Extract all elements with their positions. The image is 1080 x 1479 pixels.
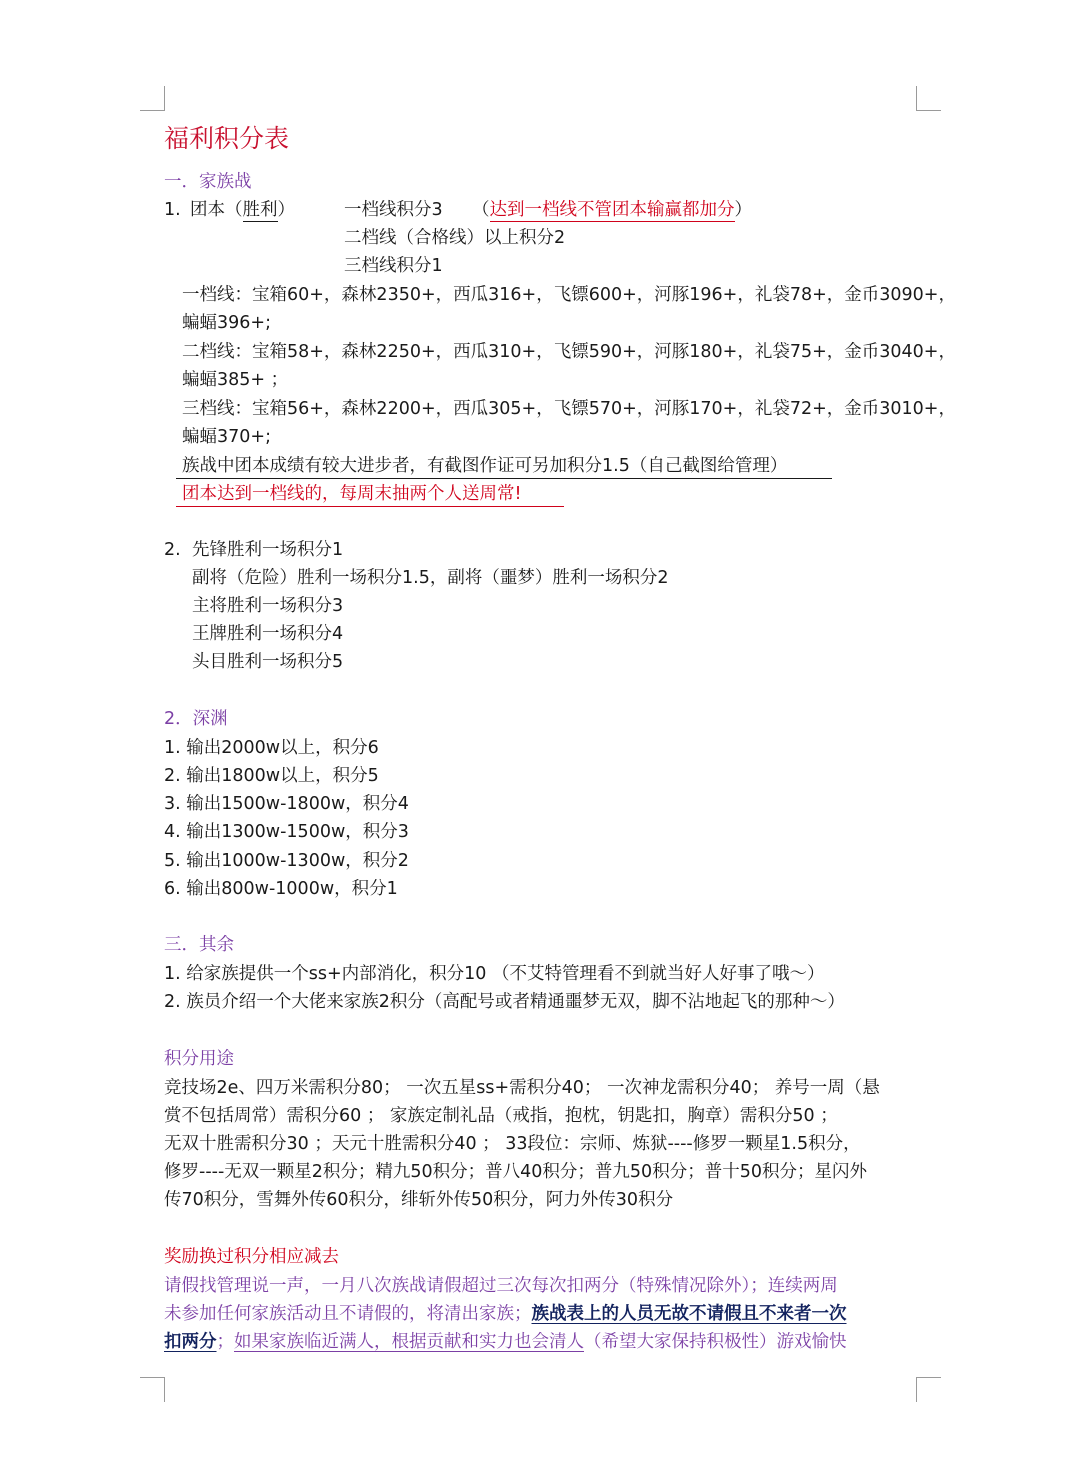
tier2-requirements: 二档线：宝箱58+，森林2250+，西瓜310+，飞镖590+，河豚180+，礼袋75+，金币3040+， [182,342,956,362]
page-corner-mark [916,1377,941,1402]
others-item: 1. 给家族提供一个ss+内部消化，积分10 （不艾特管理看不到就当好人好事了哦～） [164,964,825,984]
tier2-requirements-cont: 蝙蝠385+ ； [182,370,289,390]
tier2-points: 二档线（合格线）以上积分2 [344,228,566,248]
item-number: 2. [164,540,181,560]
tier3-requirements: 三档线：宝箱56+，森林2200+，西瓜305+，飞镖570+，河豚170+，礼袋72+，金币3010+， [182,399,956,419]
page-corner-mark [140,1377,165,1402]
page-corner-mark [916,86,941,111]
usage-line: 修罗----无双一颗星2积分；精九50积分；普八40积分；普九50积分；普十50积分；星闪外 [164,1162,867,1182]
abyss-item: 2. 输出1800w以上，积分5 [164,766,379,786]
underline-rule [176,506,564,507]
deduction-rule-line: 未参加任何家族活动且不请假的，将清出家族；族战表上的人员无故不请假且不来者一次 [164,1304,847,1324]
vanguard-points: 先锋胜利一场积分1 [192,540,344,560]
others-item: 2. 族员介绍一个大佬来家族2积分（高配号或者精通噩梦无双，脚不沾地起飞的那种～） [164,992,845,1012]
usage-line: 无双十胜需积分30 ；天元十胜需积分40 ； 33段位：宗师、炼狱----修罗一颗星1.5积分， [164,1134,861,1154]
tier3-requirements-cont: 蝙蝠370+; [182,427,271,447]
lieutenant-points: 副将（危险）胜利一场积分1.5，副将（噩梦）胜利一场积分2 [192,568,669,588]
abyss-item: 3. 输出1500w-1800w，积分4 [164,794,409,814]
tier1-requirements: 一档线：宝箱60+，森林2350+，西瓜316+，飞镖600+，河豚196+，礼袋78+，金币3090+， [182,285,956,305]
usage-line: 赏不包括周常）需积分60 ； 家族定制礼品（戒指，抱枕，钥匙扣，胸章）需积分50 ； [164,1106,838,1126]
item-number: 1. [164,200,181,220]
section-heading-usage: 积分用途 [164,1049,234,1069]
page-title: 福利积分表 [164,124,290,153]
abyss-item: 5. 输出1000w-1300w，积分2 [164,851,409,871]
raid-label: 团本（胜利） [190,200,295,220]
deduction-rule-line: 扣两分；如果家族临近满人，根据贡献和实力也会清人（希望大家保持积极性）游戏愉快 [164,1332,847,1352]
section-heading-deduction: 奖励换过积分相应减去 [164,1247,339,1267]
tier1-note: （达到一档线不管团本输赢都加分） [472,200,752,220]
usage-line: 竞技场2e、四万米需积分80； 一次五星ss+需积分40； 一次神龙需积分40； 养号一周（悬 [164,1078,880,1098]
underline-rule [176,478,832,479]
section-heading-others: 三．其余 [164,935,234,955]
section-heading-abyss: 2．深渊 [164,709,228,729]
abyss-item: 4. 输出1300w-1500w，积分3 [164,822,409,842]
progress-bonus-note: 族战中团本成绩有较大进步者，有截图作证可另加积分1.5（自己截图给管理） [182,456,788,476]
abyss-item: 1. 输出2000w以上，积分6 [164,738,379,758]
boss-points: 头目胜利一场积分5 [192,652,344,672]
tier3-points: 三档线积分1 [344,256,443,276]
ace-points: 王牌胜利一场积分4 [192,624,344,644]
section-heading-family-war: 一．家族战 [164,172,252,192]
abyss-item: 6. 输出800w-1000w，积分1 [164,879,398,899]
tier1-points: 一档线积分3 [344,200,443,220]
deduction-rule-line: 请假找管理说一声，一月八次族战请假超过三次每次扣两分（特殊情况除外）；连续两周 [164,1276,838,1296]
page-corner-mark [140,86,165,111]
weekly-reward-note: 团本达到一档线的，每周末抽两个人送周常! [182,484,522,504]
tier1-requirements-cont: 蝙蝠396+; [182,313,271,333]
general-points: 主将胜利一场积分3 [192,596,344,616]
usage-line: 传70积分，雪舞外传60积分，绯斩外传50积分，阿力外传30积分 [164,1190,674,1210]
